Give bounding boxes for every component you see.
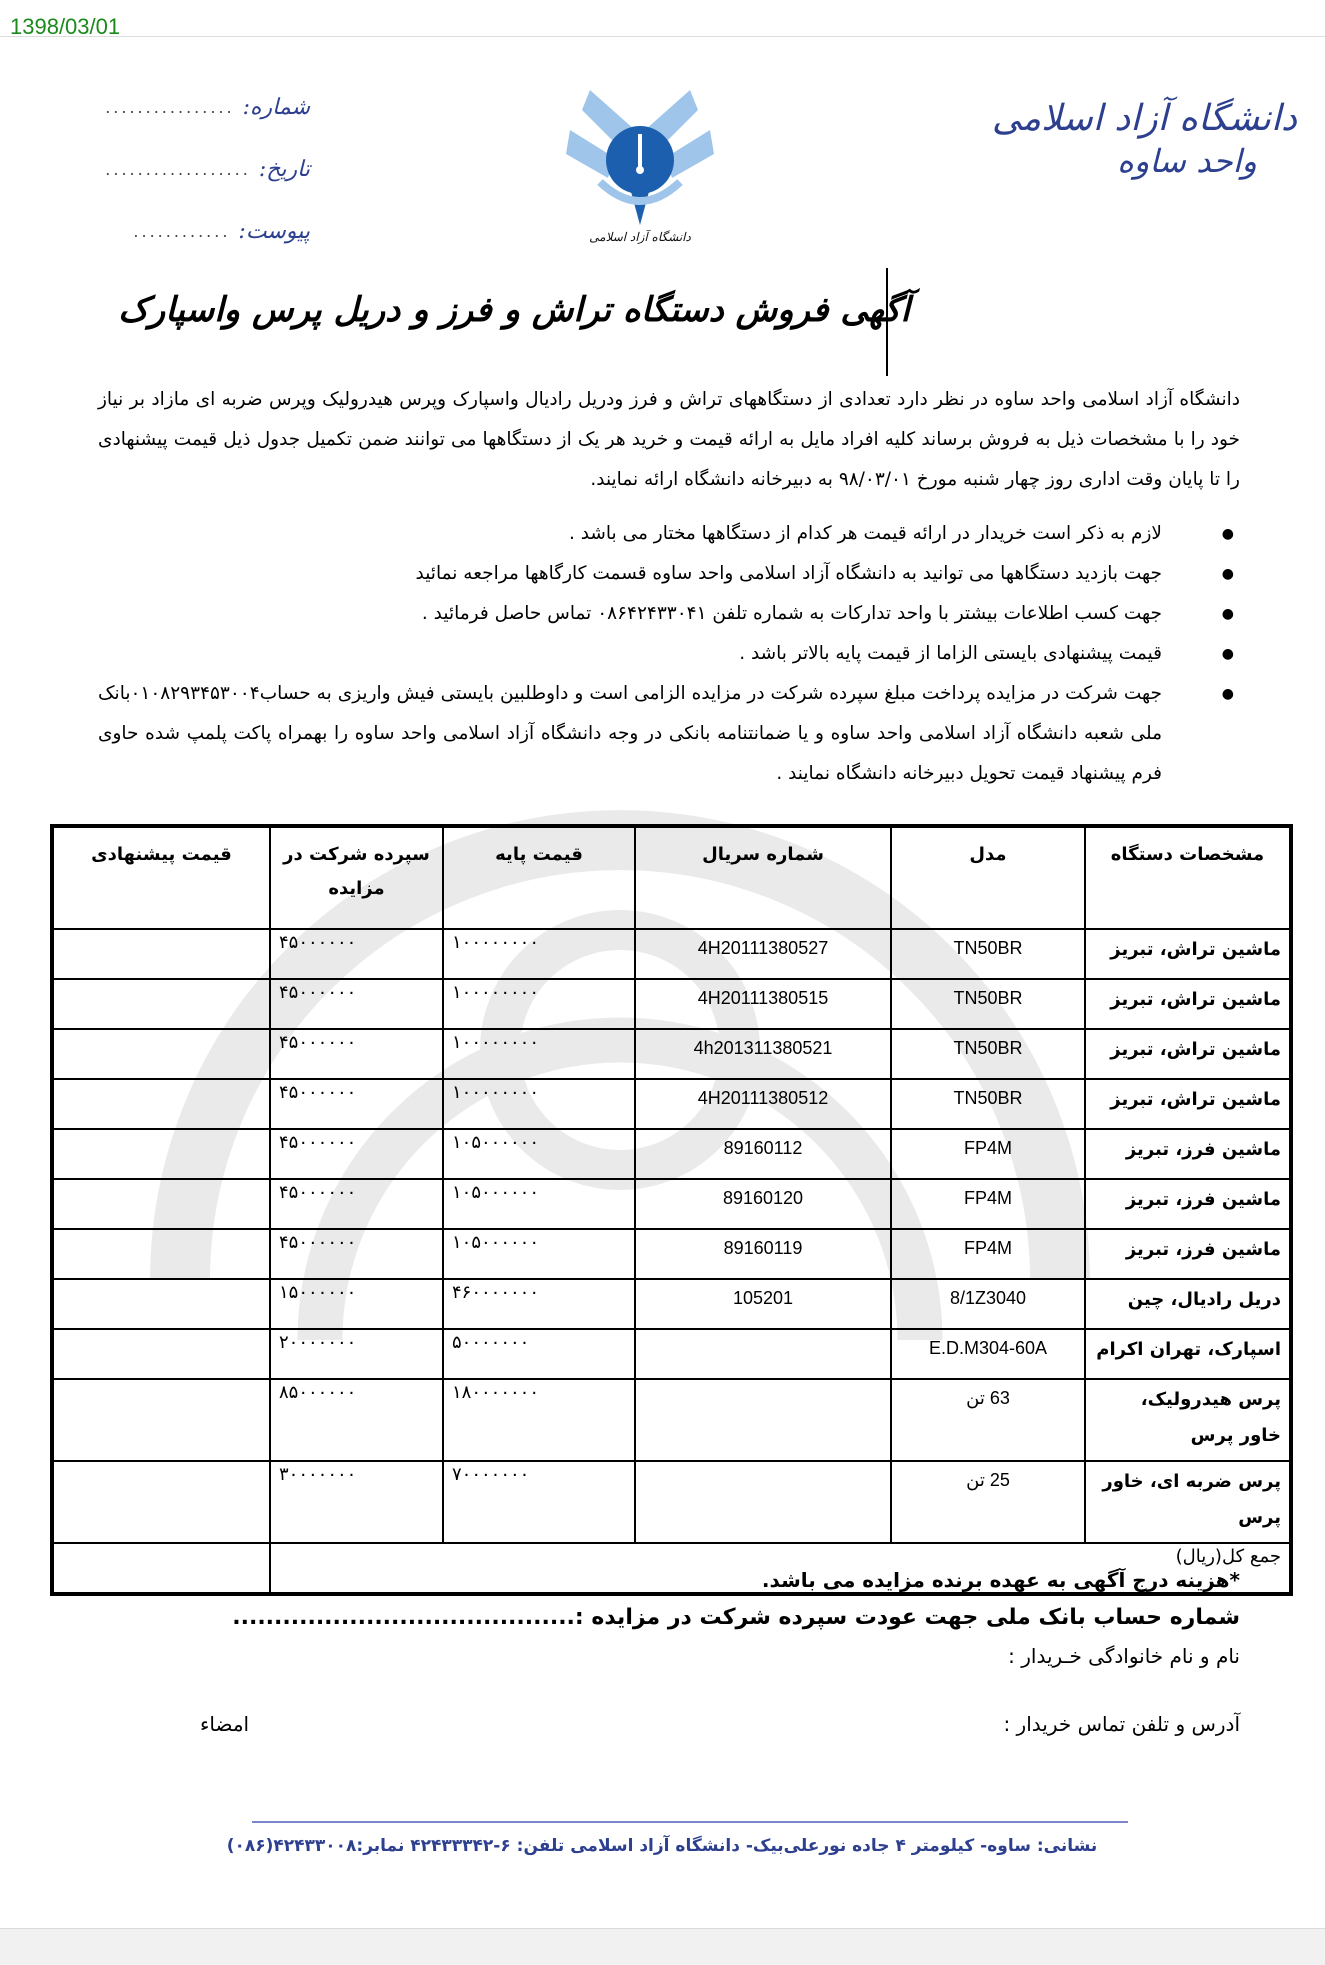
university-logo	[560, 70, 720, 260]
cell-name: ماشین فرز، تبریز	[1085, 1179, 1291, 1229]
top-bar	[0, 0, 1325, 37]
cell-deposit: ۴۵۰۰۰۰۰۰	[270, 1129, 443, 1179]
cell-deposit: ۴۵۰۰۰۰۰۰	[270, 979, 443, 1029]
list-item: ● جهت کسب اطلاعات بیشتر با واحد تدارکات به شماره تلفن ۰۸۶۴۲۴۳۳۰۴۱ تماس حاصل فرمائید .	[98, 594, 1240, 634]
header-serial: شماره سریال	[635, 826, 891, 929]
table-row	[52, 1179, 1291, 1229]
cell-name: ماشین فرز، تبریز	[1085, 1229, 1291, 1279]
list-item: ● جهت شرکت در مزایده پرداخت مبلغ سپرده شرکت در مزایده الزامی است و داوطلبین بایستی فیش واریزی به حساب۰۱۰۸۲۹۳۴۵۳۰۰۴بانک ملی شعبه دانشگاه آزاد اسلامی واحد ساوه و یا ضمانتنامه بانکی در وجه دانشگاه آزاد اسلامی واحد ساوه را بهمراه پاکت پلمپ شده حاوی فرم پیشنهاد قیمت تحویل دبیرخانه دانشگاه نمایند .	[98, 674, 1240, 794]
header-specs: مشخصات دستگاه	[1085, 826, 1291, 929]
cell-base-price: ۱۰۰۰۰۰۰۰۰	[443, 1079, 635, 1129]
header-deposit: سپرده شرکت در مزایده	[270, 826, 443, 929]
cell-name: دریل رادیال، چین	[1085, 1279, 1291, 1329]
cell-deposit: ۱۵۰۰۰۰۰۰	[270, 1279, 443, 1329]
header-model: مدل	[891, 826, 1085, 929]
conditions-list	[98, 514, 1240, 794]
table-row	[52, 1029, 1291, 1079]
signature-row	[200, 1704, 1240, 1744]
cell-serial	[635, 1379, 891, 1461]
date-label: تاریخ:	[258, 156, 310, 182]
cell-base-price: ۷۰۰۰۰۰۰۰	[443, 1461, 635, 1543]
cell-base-price: ۱۰۰۰۰۰۰۰۰	[443, 1029, 635, 1079]
date-row	[95, 138, 310, 200]
total-label: جمع کل(ریال)	[270, 1543, 1291, 1594]
cell-model: 25 تن	[891, 1461, 1085, 1543]
cell-model: FP4M	[891, 1229, 1085, 1279]
university-name: دانشگاه آزاد اسلامی	[991, 98, 1297, 139]
list-item: ● لازم به ذکر است خریدار در ارائه قیمت هر کدام از دستگاهها مختار می باشد .	[98, 514, 1240, 554]
cell-serial: 89160112	[635, 1129, 891, 1179]
cell-deposit: ۸۵۰۰۰۰۰۰	[270, 1379, 443, 1461]
cell-serial: 105201	[635, 1279, 891, 1329]
cell-deposit: ۴۵۰۰۰۰۰۰	[270, 1079, 443, 1129]
cell-deposit: ۲۰۰۰۰۰۰۰	[270, 1329, 443, 1379]
letter-metadata	[95, 76, 310, 262]
page-title: آگهی فروش دستگاه تراش و فرز و دریل پرس واسپارک	[118, 290, 910, 330]
list-item: ● قیمت پیشنهادی بایستی الزاما از قیمت پایه بالاتر باشد .	[98, 634, 1240, 674]
attachment-label: پیوست:	[238, 218, 310, 244]
cell-deposit: ۳۰۰۰۰۰۰۰	[270, 1461, 443, 1543]
cell-base-price: ۱۸۰۰۰۰۰۰۰	[443, 1379, 635, 1461]
cell-serial: 4H20111380512	[635, 1079, 891, 1129]
cell-serial: 89160119	[635, 1229, 891, 1279]
cell-model: TN50BR	[891, 929, 1085, 979]
cell-offer[interactable]	[52, 1179, 270, 1229]
cell-deposit: ۴۵۰۰۰۰۰۰	[270, 1229, 443, 1279]
cell-deposit: ۴۵۰۰۰۰۰۰	[270, 1029, 443, 1079]
list-item: ● جهت بازدید دستگاهها می توانید به دانشگاه آزاد اسلامی واحد ساوه قسمت کارگاهها مراجعه نمائید	[98, 554, 1240, 594]
buyer-address-field: آدرس و تلفن تماس خریدار :	[1003, 1712, 1240, 1736]
cell-name: پرس هیدرولیک، خاور پرس	[1085, 1379, 1291, 1461]
cost-note: *هزینه درج آگهی به عهده برنده مزایده می باشد.	[761, 1568, 1240, 1592]
cell-model: 8/1Z3040	[891, 1279, 1085, 1329]
cell-offer[interactable]	[52, 1279, 270, 1329]
cell-serial: 89160120	[635, 1179, 891, 1229]
university-unit: واحد ساوه	[1117, 142, 1257, 180]
cell-deposit: ۴۵۰۰۰۰۰۰	[270, 929, 443, 979]
date-dots: ..................	[105, 159, 251, 179]
cell-model: TN50BR	[891, 979, 1085, 1029]
number-label: شماره:	[242, 94, 310, 120]
logo-caption: دانشگاه آزاد اسلامی	[589, 230, 691, 244]
cell-serial	[635, 1329, 891, 1379]
table-header-row	[52, 826, 1291, 929]
table-row	[52, 1279, 1291, 1329]
cell-offer[interactable]	[52, 1079, 270, 1129]
number-row	[95, 76, 310, 138]
cell-base-price: ۱۰۰۰۰۰۰۰۰	[443, 979, 635, 1029]
cell-base-price: ۱۰۰۰۰۰۰۰۰	[443, 929, 635, 979]
cell-base-price: ۵۰۰۰۰۰۰۰	[443, 1329, 635, 1379]
table-row	[52, 1229, 1291, 1279]
intro-paragraph: دانشگاه آزاد اسلامی واحد ساوه در نظر دارد تعدادی از دستگاههای تراش و فرز ودریل رادیال واسپارک وپرس هیدرولیک وپرس ضربه ای مازاد بر نیاز خود را با مشخصات ذیل به فروش برساند کلیه افراد مایل به ارائه قیمت و خرید هر یک از دستگاهها می توانند ضمن تکمیل جدول ذیل قیمت پیشنهادی را تا پایان وقت اداری روز چهار شنبه مورخ ۹۸/۰۳/۰۱ به دبیرخانه دانشگاه ارائه نمایند.	[98, 389, 1240, 490]
attachment-row	[95, 200, 310, 262]
cell-model: FP4M	[891, 1179, 1085, 1229]
table-row	[52, 1329, 1291, 1379]
cell-base-price: ۱۰۵۰۰۰۰۰۰	[443, 1229, 635, 1279]
footer-divider	[252, 1821, 1128, 1823]
cell-offer[interactable]	[52, 1379, 270, 1461]
cell-model: TN50BR	[891, 1029, 1085, 1079]
cell-name: ماشین تراش، تبریز	[1085, 1029, 1291, 1079]
cell-model: FP4M	[891, 1129, 1085, 1179]
cell-serial: 4H20111380515	[635, 979, 891, 1029]
cell-base-price: ۱۰۵۰۰۰۰۰۰	[443, 1179, 635, 1229]
table-row	[52, 1129, 1291, 1179]
bottom-strip	[0, 1928, 1325, 1965]
university-address: نشانی: ساوه- کیلومتر ۴ جاده نورعلی‌بیک- دانشگاه آزاد اسلامی تلفن: ۶-۴۲۴۳۳۳۴۲ نمابر:۴۲۴۳۳۰۰۸(۰۸۶)	[226, 1836, 1098, 1856]
cell-offer[interactable]	[52, 1129, 270, 1179]
number-dots: ................	[105, 97, 235, 117]
cell-offer[interactable]	[52, 1029, 270, 1079]
cell-name: اسپارک، تهران اکرام	[1085, 1329, 1291, 1379]
cell-base-price: ۱۰۵۰۰۰۰۰۰	[443, 1129, 635, 1179]
equipment-table	[50, 824, 1293, 1596]
signature-label: امضاء	[200, 1712, 250, 1736]
table-row	[52, 929, 1291, 979]
table-row	[52, 1079, 1291, 1129]
header-base-price: قیمت پایه	[443, 826, 635, 929]
account-note: شماره حساب بانک ملی جهت عودت سپرده شرکت در مزایده :.........................................	[232, 1605, 1240, 1630]
cell-name: ماشین تراش، تبریز	[1085, 1079, 1291, 1129]
cell-name: ماشین تراش، تبریز	[1085, 929, 1291, 979]
cell-name: ماشین فرز، تبریز	[1085, 1129, 1291, 1179]
buyer-name-field: نام و نام خانوادگی خـریدار :	[1008, 1644, 1240, 1668]
footer-notes	[98, 1560, 1240, 1744]
university-name-block	[991, 96, 1297, 181]
cell-offer[interactable]	[52, 979, 270, 1029]
cell-model: TN50BR	[891, 1079, 1085, 1129]
logo-emblem-icon	[560, 70, 720, 230]
cell-deposit: ۴۵۰۰۰۰۰۰	[270, 1179, 443, 1229]
table-row	[52, 1461, 1291, 1543]
cell-serial: 4h201311380521	[635, 1029, 891, 1079]
cell-name: ماشین تراش، تبریز	[1085, 979, 1291, 1029]
cell-serial: 4H20111380527	[635, 929, 891, 979]
cell-offer[interactable]	[52, 929, 270, 979]
cell-offer[interactable]	[52, 1229, 270, 1279]
table-row	[52, 1379, 1291, 1461]
table-row	[52, 979, 1291, 1029]
cell-name: پرس ضربه ای، خاور پرس	[1085, 1461, 1291, 1543]
cell-model: 63 تن	[891, 1379, 1085, 1461]
cell-serial	[635, 1461, 891, 1543]
date-stamp: 1398/03/01	[10, 14, 121, 39]
header-offer: قیمت پیشنهادی	[52, 826, 270, 929]
cell-offer[interactable]	[52, 1461, 270, 1543]
cell-model: E.D.M304-60A	[891, 1329, 1085, 1379]
cell-base-price: ۴۶۰۰۰۰۰۰۰	[443, 1279, 635, 1329]
attachment-dots: ............	[133, 221, 231, 241]
cell-offer[interactable]	[52, 1329, 270, 1379]
